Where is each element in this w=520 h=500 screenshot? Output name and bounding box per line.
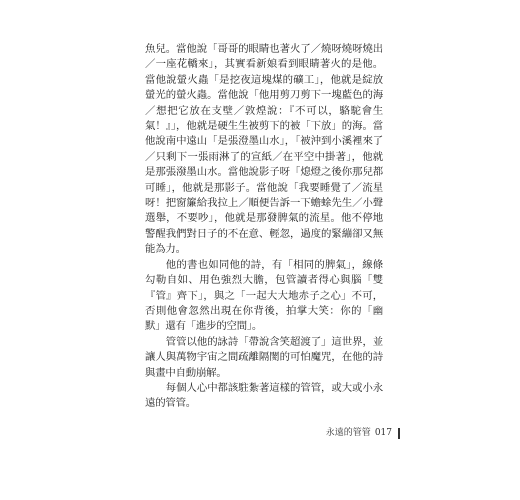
running-title: 永遠的管管 [325, 428, 371, 438]
body-text [145, 42, 383, 412]
paragraph: 管管以他的詠詩「帶說含笑超渡了」這世界，並讓人與萬物宇宙之間疏離隔閡的可怕魔咒，在他的詩與畫中自動崩解。 [145, 335, 383, 379]
paragraph: 他的書也如同他的詩，有「相同的脾氣」，線條勾勒自如、用色強烈大膽，包管讀者得心與腦「雙『管』齊下」，與之「一起大大地赤子之心」不可，否則他會忽然出現在你背後，拍掌大笑：你的「幽默」還有「進步的空間」。 [145, 258, 383, 333]
paragraph-continued: 魚兒。當他說「哥哥的眼睛也著火了／燒呀燒呀燒出／一座花轎來」，其實看新娘看到眼睛著火的是他。當他說螢火蟲「是挖夜這塊煤的礦工」，他就是綻放螢光的螢火蟲。當他說「他用剪刀剪下一塊藍色的海／想把它放在支壁／敦煌說：『不可以，駱駝會生氣！』」，他就是硬生生被剪下的被「下放」的海。當他說南中遠山「是張澄墨山水」，「被沖到小溪裡來了／只剩下一張雨淋了的宣紙／在平空中掛著」，他就是那張潑墨山水。當他說影子呀「熄燈之後你那兒都可睡」，他就是那影子。當他說「我要睡覺了／流星呀！把窗簾給我拉上／順便告訴一下蟾蜍先生／小聲選舉，不要吵」，他就是那發脾氣的流星。他不停地警醒我們對日子的不在意、輕忽，過度的緊繃卻又無能為力。 [145, 43, 383, 256]
page-number: 017 [374, 428, 392, 438]
page-footer [326, 427, 400, 439]
footer-divider [398, 428, 400, 439]
paragraph: 每個人心中都該駐紮著這樣的管管，或大或小永遠的管管。 [145, 381, 383, 410]
